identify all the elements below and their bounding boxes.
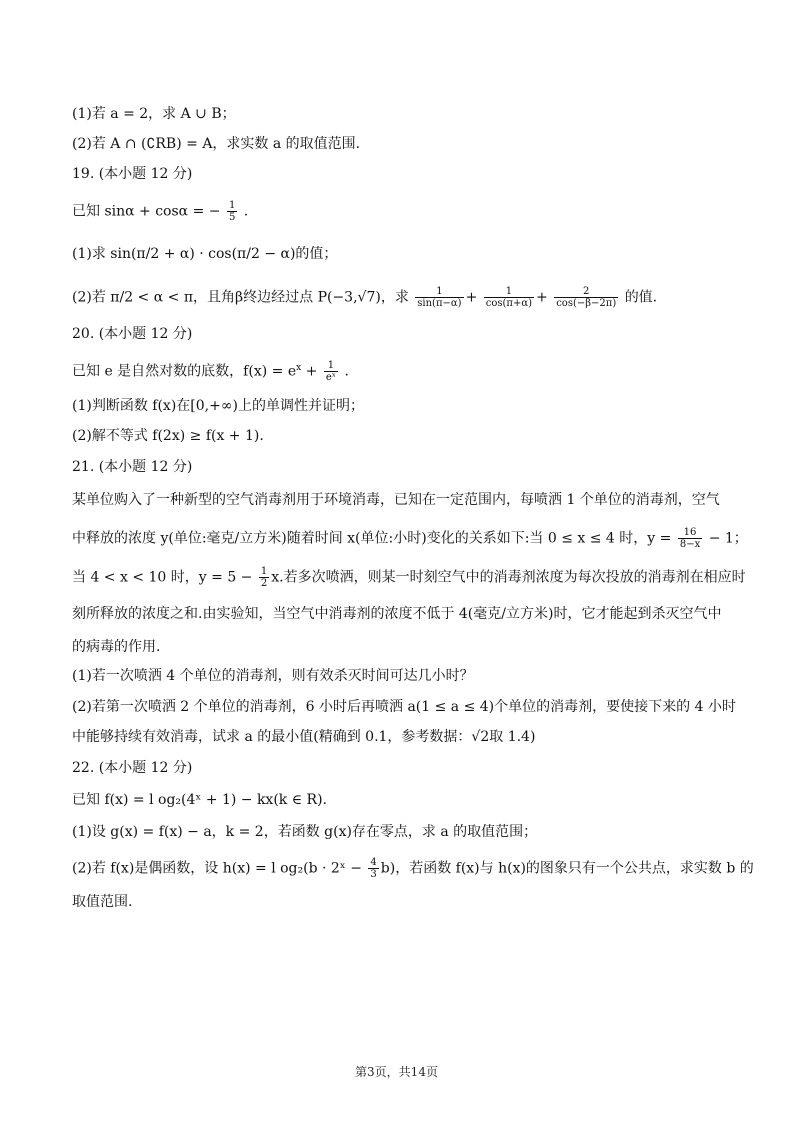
fraction-numerator: 1 <box>484 286 534 298</box>
fraction-numerator: 1 <box>260 566 268 577</box>
q21-part2-line-2: 中能够持续有效消毒，试求 a 的最小值(精确到 0.1，参考数据：√2取 1.4) <box>72 729 536 745</box>
q20-given-post: . <box>344 363 349 380</box>
q20-given <box>72 358 733 383</box>
q21-body-fraction-1 <box>678 527 702 550</box>
q21-body-line-3-post: x.若多次喷洒，则某一时刻空气中的消毒剂浓度为每次投放的消毒剂在相应时 <box>271 569 746 586</box>
q21-body-line-4: 刻所释放的浓度之和.由实验知，当空气中消毒剂的浓度不低于 4(毫克/立方米)时，它才能起到杀灭空气中 <box>72 606 722 622</box>
fraction-numerator: 1 <box>324 360 338 372</box>
q20-part1: (1)判断函数 f(x)在[0,+∞)上的单调性并证明； <box>72 398 364 414</box>
fraction-denominator: cos(−β−2π) <box>556 298 617 309</box>
q21-body-line-1: 某单位购入了一种新型的空气消毒剂用于环境消毒，已知在一定范围内，每喷洒 1 个单位的消毒剂，空气 <box>72 492 720 508</box>
q21-part2-line-1: (2)若第一次喷洒 2 个单位的消毒剂，6 小时后再喷洒 a(1 ≤ a ≤ 4)个单位的消毒剂，要使接下来的 4 小时 <box>72 699 736 715</box>
fraction-numerator: 4 <box>370 857 377 868</box>
fraction-denominator: eˣ <box>325 372 336 384</box>
fraction-denominator: 8−x <box>679 539 701 550</box>
q18-part1: (1)若 a = 2，求 A ∪ B； <box>72 106 236 122</box>
q21-body-line-2-post: − 1； <box>708 530 748 547</box>
q22-part2-tail: 取值范围. <box>72 894 133 910</box>
q19-part2-post: 的值. <box>624 289 658 306</box>
q21-body-line-3-pre: 当 4 < x < 10 时，y = 5 − <box>72 569 253 586</box>
q19-heading: 19. (本小题 12 分) <box>72 166 193 182</box>
fraction-denominator: sin(π−α) <box>417 298 462 309</box>
q19-given-fraction <box>227 200 237 223</box>
q22-given: 已知 f(x) = l og₂(4ˣ + 1) − kx(k ∈ R). <box>72 792 327 808</box>
q20-heading: 20. (本小题 12 分) <box>72 326 193 342</box>
q22-part1: (1)设 g(x) = f(x) − a，k = 2，若函数 g(x)存在零点，求 a 的取值范围； <box>72 824 538 840</box>
q22-part2-fraction <box>368 857 378 880</box>
q21-body-line-3 <box>72 566 746 589</box>
q19-part2-fraction-1 <box>415 286 463 309</box>
q21-body-line-5: 的病毒的作用. <box>72 639 161 655</box>
q21-body-line-2-pre: 中释放的浓度 y(单位:毫克/立方米)随着时间 x(单位:小时)变化的关系如下:当 0 ≤ x ≤ 4 时，y = <box>72 530 672 547</box>
q20-given-exponent: x <box>296 363 302 373</box>
q21-body-line-2 <box>72 527 748 550</box>
q22-heading: 22. (本小题 12 分) <box>72 760 193 776</box>
q20-given-pre: 已知 e 是自然对数的底数，f(x) = e <box>72 363 297 380</box>
q19-given-post: . <box>243 203 249 220</box>
q20-part2: (2)解不等式 f(2x) ≥ f(x + 1). <box>72 428 264 444</box>
q21-part1: (1)若一次喷洒 4 个单位的消毒剂，则有效杀灭时间可达几小时？ <box>72 668 474 684</box>
q18-part2: (2)若 A ∩ (∁RB) = A，求实数 a 的取值范围. <box>72 136 361 152</box>
q19-part2-fraction-3 <box>554 286 618 309</box>
fraction-denominator: 3 <box>370 869 377 880</box>
q19-given <box>72 200 733 223</box>
q19-part2: (2)若 π/2 < α < π，且角β终边经过点 P(−3,√7)，求 $\frac{1}{\sin(\pi-\alpha)}$ + $\frac{1}{\cos(\pi+\alpha)}$ + $\frac{2}{\cos(-\beta-2\pi)}$ 的值. <box>72 286 658 309</box>
fraction-numerator: 1 <box>415 286 463 298</box>
fraction-denominator: cos(π+α) <box>485 298 533 309</box>
q22-part2-pre: (2)若 f(x)是偶函数，设 h(x) = l og₂(b · 2ˣ − <box>72 860 362 877</box>
fraction-denominator: 5 <box>228 212 236 223</box>
q21-body-fraction-2 <box>259 566 269 589</box>
q22-part2 <box>72 857 754 880</box>
fraction-numerator: 1 <box>228 200 236 211</box>
q19-given-pre: 已知 sinα + cosα = − <box>72 203 221 220</box>
q22-part2-post: b)，若函数 f(x)与 h(x)的图象只有一个公共点，求实数 b 的 <box>380 860 754 877</box>
q20-given-mid: + <box>301 363 322 380</box>
fraction-numerator: 16 <box>678 527 702 539</box>
q21-heading: 21. (本小题 12 分) <box>72 459 193 475</box>
fraction-numerator: 2 <box>554 286 618 298</box>
fraction-denominator: 2 <box>260 578 268 589</box>
q20-given-fraction <box>324 360 338 383</box>
q19-part2-fraction-2 <box>484 286 534 309</box>
page-footer: 第3页，共14页 <box>355 1065 438 1079</box>
q19-part1: (1)求 sin(π/2 + α) · cos(π/2 − α)的值； <box>72 246 338 262</box>
q19-part2-pre: (2)若 π/2 < α < π，且角β终边经过点 P(−3,√7)，求 <box>72 289 409 306</box>
